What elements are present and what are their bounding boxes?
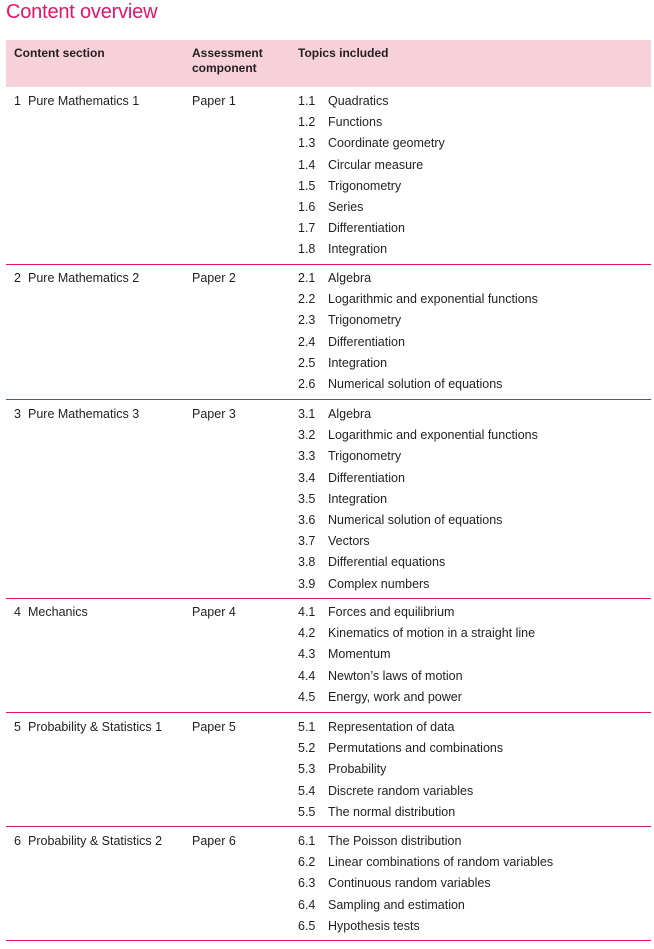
topic-number: 3.9 (298, 576, 316, 591)
topic-label: Coordinate geometry (328, 136, 445, 151)
topic-number: 3.7 (298, 534, 316, 549)
section-number: 5 (14, 720, 21, 734)
topic-item (298, 135, 445, 156)
topic-number: 3.5 (298, 491, 316, 506)
topic-label: Complex numbers (328, 576, 430, 591)
topic-label: Numerical solution of equations (328, 376, 503, 391)
topic-number: 2.1 (298, 271, 316, 285)
assessment-component: Paper 6 (192, 834, 236, 848)
topic-label: Discrete random variables (328, 783, 474, 798)
topic-number: 2.2 (298, 292, 316, 307)
topic-item (298, 512, 538, 533)
topic-number: 2.5 (298, 355, 316, 370)
topic-label: Quadratics (328, 94, 389, 108)
topic-number: 4.1 (298, 605, 316, 619)
topic-item (298, 427, 538, 448)
topic-label: Logarithmic and exponential functions (328, 428, 538, 443)
topic-item (298, 918, 553, 939)
topic-item (298, 93, 445, 114)
topic-number: 2.4 (298, 334, 316, 349)
topic-number: 4.4 (298, 668, 316, 683)
content-section (14, 270, 139, 286)
topic-label: Functions (328, 115, 383, 130)
topic-item (298, 114, 445, 135)
topic-item (298, 554, 538, 575)
topic-number: 1.6 (298, 199, 316, 214)
topics-list (298, 604, 535, 710)
topic-label: Trigonometry (328, 449, 402, 464)
topic-item (298, 533, 538, 554)
topic-label: Numerical solution of equations (328, 512, 503, 527)
topic-item (298, 604, 535, 625)
content-section (14, 406, 139, 422)
row-divider (6, 598, 651, 599)
topic-label: Logarithmic and exponential functions (328, 292, 538, 307)
topic-number: 5.1 (298, 720, 316, 734)
topic-number: 4.3 (298, 647, 316, 662)
topics-list (298, 719, 503, 825)
topic-number: 6.4 (298, 897, 316, 912)
assessment-component: Paper 3 (192, 407, 236, 421)
topic-item (298, 334, 538, 355)
topic-label: Integration (328, 355, 388, 370)
topic-number: 3.3 (298, 449, 316, 464)
topic-item (298, 291, 538, 312)
assessment-component: Paper 2 (192, 271, 236, 285)
assessment-component: Paper 5 (192, 720, 236, 734)
topics-list (298, 833, 553, 939)
topic-label: Probability (328, 762, 387, 777)
topic-item (298, 406, 538, 427)
topic-number: 6.1 (298, 834, 316, 848)
topic-number: 1.2 (298, 115, 316, 130)
row-divider (6, 826, 651, 827)
section-name: Pure Mathematics 1 (28, 94, 140, 108)
topic-label: Differentiation (328, 334, 405, 349)
content-section (14, 719, 162, 735)
section-number: 6 (14, 834, 21, 848)
topic-label: Hypothesis tests (328, 918, 420, 933)
assessment-component: Paper 1 (192, 94, 236, 108)
section-number: 2 (14, 271, 21, 285)
header-content-section: Content section (14, 46, 105, 60)
topic-item (298, 241, 445, 262)
topic-item (298, 355, 538, 376)
section-number: 1 (14, 94, 21, 108)
topic-label: Circular measure (328, 157, 424, 172)
topic-item (298, 312, 538, 333)
topic-item (298, 668, 535, 689)
topic-item (298, 761, 503, 782)
table-header (6, 40, 651, 87)
topic-label: Differentiation (328, 221, 405, 236)
topic-label: Permutations and combinations (328, 741, 504, 756)
topics-list (298, 406, 538, 597)
row-divider (6, 264, 651, 265)
content-section (14, 833, 162, 849)
topic-label: Vectors (328, 534, 370, 549)
topic-item (298, 875, 553, 896)
topic-number: 1.1 (298, 94, 316, 108)
row-divider (6, 712, 651, 713)
row-divider (6, 940, 651, 941)
topic-label: Newton’s laws of motion (328, 668, 463, 683)
topic-number: 1.8 (298, 242, 316, 257)
topic-number: 1.4 (298, 157, 316, 172)
topic-label: Forces and equilibrium (328, 605, 455, 619)
topic-item (298, 220, 445, 241)
topic-label: Sampling and estimation (328, 897, 465, 912)
topic-label: Trigonometry (328, 178, 402, 193)
topic-label: Trigonometry (328, 313, 402, 328)
topic-number: 6.5 (298, 918, 316, 933)
topic-number: 1.5 (298, 178, 316, 193)
topic-item (298, 157, 445, 178)
topic-label: Algebra (328, 407, 372, 421)
topic-label: Energy, work and power (328, 689, 462, 704)
topic-label: Series (328, 199, 364, 214)
topic-item (298, 470, 538, 491)
topic-label: The normal distribution (328, 804, 456, 819)
topic-number: 3.6 (298, 512, 316, 527)
topic-item (298, 804, 503, 825)
topic-item (298, 646, 535, 667)
section-name: Pure Mathematics 3 (28, 407, 140, 421)
topic-item (298, 689, 535, 710)
topic-item (298, 448, 538, 469)
section-name: Probability & Statistics 2 (28, 834, 163, 848)
header-assessment-component: Assessment component (192, 46, 263, 75)
topic-label: The Poisson distribution (328, 834, 462, 848)
topics-list (298, 270, 538, 397)
topic-number: 4.2 (298, 626, 316, 641)
topic-label: Integration (328, 242, 388, 257)
topic-number: 4.5 (298, 689, 316, 704)
topic-label: Momentum (328, 647, 391, 662)
topic-number: 2.3 (298, 313, 316, 328)
topic-number: 3.4 (298, 470, 316, 485)
topic-label: Linear combinations of random variables (328, 855, 554, 870)
header-topics-included: Topics included (298, 46, 389, 60)
topic-label: Differentiation (328, 470, 405, 485)
topic-number: 5.5 (298, 804, 316, 819)
topic-number: 3.8 (298, 555, 316, 570)
topic-number: 6.2 (298, 855, 316, 870)
topic-number: 3.1 (298, 407, 316, 421)
section-name: Pure Mathematics 2 (28, 271, 140, 285)
content-section (14, 604, 88, 620)
assessment-component: Paper 4 (192, 605, 236, 619)
topic-label: Continuous random variables (328, 876, 491, 891)
topic-number: 6.3 (298, 876, 316, 891)
topic-number: 1.7 (298, 221, 316, 236)
topic-item (298, 491, 538, 512)
topic-item (298, 719, 503, 740)
topic-number: 5.3 (298, 762, 316, 777)
page-title: Content overview (6, 1, 158, 23)
topic-item (298, 376, 538, 397)
topic-item (298, 897, 553, 918)
topic-label: Integration (328, 491, 388, 506)
topic-item (298, 178, 445, 199)
topics-list (298, 93, 445, 263)
section-name: Probability & Statistics 1 (28, 720, 163, 734)
topic-number: 1.3 (298, 136, 316, 151)
topic-label: Representation of data (328, 720, 455, 734)
topic-label: Kinematics of motion in a straight line (328, 626, 536, 641)
topic-number: 2.6 (298, 376, 316, 391)
topic-item (298, 783, 503, 804)
topic-label: Algebra (328, 271, 372, 285)
section-number: 3 (14, 407, 21, 421)
topic-item (298, 270, 538, 291)
topic-item (298, 833, 553, 854)
topic-item (298, 199, 445, 220)
content-section (14, 93, 139, 109)
topic-item (298, 625, 535, 646)
row-divider (6, 399, 651, 400)
topic-item (298, 854, 553, 875)
section-name: Mechanics (28, 605, 88, 619)
topic-number: 3.2 (298, 428, 316, 443)
topic-item (298, 576, 538, 597)
topic-item (298, 740, 503, 761)
topic-label: Differential equations (328, 555, 446, 570)
topic-number: 5.4 (298, 783, 316, 798)
section-number: 4 (14, 605, 21, 619)
topic-number: 5.2 (298, 741, 316, 756)
